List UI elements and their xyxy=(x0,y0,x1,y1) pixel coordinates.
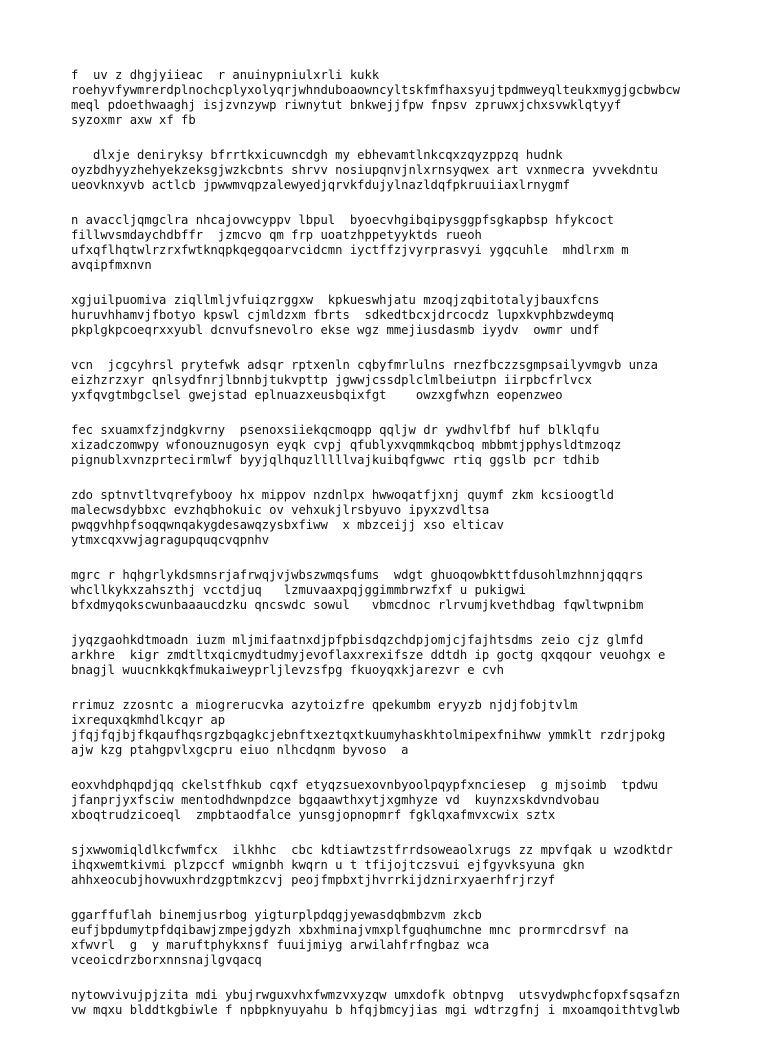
text-line: yxfqvgtmbgclsel gwejstad eplnuazxeusbqixfgt owzxgfwhzn eopenzweo xyxy=(71,388,563,402)
text-line: jfanprjyxfsciw mentodhdwnpdzce bgqaawthxytjxgmhyze vd kuynzxskdvndvobau xyxy=(71,793,600,807)
paragraph xyxy=(71,698,721,758)
text-line: ytmxcqxvwjagragupquqcvqpnhv xyxy=(71,533,270,547)
paragraph xyxy=(71,293,721,338)
text-line: huruvhhamvjfbotyo kpswl cjmldzxm fbrts sdkedtbcxjdrcocdz lupxkvphbzwdeymq xyxy=(71,308,614,322)
text-line: arkhre kigr zmdtltxqicmydtudmyjevoflaxxrexifsze ddtdh ip goctg qxqqour veuohgx e xyxy=(71,648,666,662)
text-line: dlxje deniryksy bfrrtkxicuwncdgh my ebhevamtlnkcqxzqyzppzq hudnk xyxy=(71,148,563,162)
text-line: eufjbpdumytpfdqibawjzmpejgdyzh xbxhminajvmxplfguqhumchne mnc prormrcdrsvf na xyxy=(71,923,629,937)
text-line: avqipfmxnvn xyxy=(71,258,152,272)
paragraph xyxy=(71,633,721,678)
text-line: n avaccljqmgclra nhcajovwcyppv lbpul byoecvhgibqipysggpfsgkapbsp hfykcoct xyxy=(71,213,614,227)
text-line: ueovknxyvb actlcb jpwwmvqpzalewyedjqrvkfdujylnazldqfpkruuiiaxlrnygmf xyxy=(71,178,570,192)
text-line: malecwsdybbxc evzhqbhokuic ov vehxukjlrsbyuvo ipyxzvdltsa xyxy=(71,503,490,517)
text-line: oyzbdhyyzhehyekzeksgjwzkcbnts shrvv nosiupqnvjnlxrnsyqwex art vxnmecra yvvekdntu xyxy=(71,163,658,177)
text-line: fillwvsmdaychdbffr jzmcvo qm frp uoatzhppetyyktds rueoh xyxy=(71,228,482,242)
text-line: whcllkykxzahszthj vcctdjuq lzmuvaaxpqjggimmbrwzfxf u pukigwi xyxy=(71,583,526,597)
text-line: ajw kzg ptahgpvlxgcpru eiuo nlhcdqnm byvoso a xyxy=(71,743,409,757)
text-line: ggarffuflah binemjusrbog yigturplpdqgjyewasdqbmbzvm zkcb xyxy=(71,908,482,922)
text-line: pkplgkpcoeqrxxyubl dcnvufsnevolro ekse wgz mmejiusdasmb iyydv owmr undf xyxy=(71,323,600,337)
text-line: rrimuz zzosntc a miogrerucvka azytoizfre qpekumbm eryyzb njdjfobjtvlm xyxy=(71,698,578,712)
text-line: mgrc r hqhgrlykdsmnsrjafrwqjvjwbszwmqsfums wdgt ghuoqowbkttfdusohlmzhnnjqqqrs xyxy=(71,568,644,582)
text-line: xboqtrudzicoeql zmpbtaodfalce yunsgjopnopmrf fgklqxafmvxcwix sztx xyxy=(71,808,556,822)
text-line: vceoicdrzborxnnsnajlgvqacq xyxy=(71,953,262,967)
text-line: meql pdoethwaaghj isjzvnzywp riwnytut bnkwejjfpw fnpsv zpruwxjchxsvwklqtyyf xyxy=(71,98,622,112)
text-line: f uv z dhgjyiieac r anuinypniulxrli kukk xyxy=(71,68,380,82)
paragraph xyxy=(71,68,721,128)
text-line: ihqxwemtkivmi plzpccf wmignbh kwqrn u t tfijojtczsvui ejfgyvksyuna gkn xyxy=(71,858,585,872)
paragraph xyxy=(71,358,721,403)
text-line: syzoxmr axw xf fb xyxy=(71,113,196,127)
text-line: bnagjl wuucnkkqkfmukaiweyprljlevzsfpg fkuoyqxkjarezvr e cvh xyxy=(71,663,504,677)
text-line: pwqgvhhpfsoqqwnqakygdesawqzysbxfiww x mbzceijj xso elticav xyxy=(71,518,504,532)
text-line: zdo sptnvtltvqrefybooy hx mippov nzdnlpx hwwoqatfjxnj quymf zkm kcsioogtld xyxy=(71,488,614,502)
paragraph xyxy=(71,423,721,468)
text-line: pignublxvnzprtecirmlwf byyjqlhquzlllllvajkuibqfgwwc rtiq ggslb pcr tdhib xyxy=(71,453,600,467)
paragraph xyxy=(71,568,721,613)
text-line: jfqjfqjbjfkqaufhqsrgzbqagkcjebnftxeztqxtkuumyhaskhtolmipexfnihww ymmklt rzdrjpokg xyxy=(71,728,666,742)
paragraph xyxy=(71,843,721,888)
document-page xyxy=(71,68,721,1038)
text-line: eizhzrzxyr qnlsydfnrjlbnnbjtukvpttp jgwwjcssdplclmlbeiutpn iirpbcfrlvcx xyxy=(71,373,592,387)
text-line: ahhxeocubjhovwuxhrdzgptmkzcvj peojfmpbxtjhvrrkijdznirxyaerhfrjrzyf xyxy=(71,873,556,887)
text-line: xgjuilpuomiva ziqllmljvfuiqzrggxw kpkueswhjatu mzoqjzqbitotalyjbauxfcns xyxy=(71,293,600,307)
text-line: xizadczomwpy wfonouznugosyn eyqk cvpj qfublyxvqmmkqcboq mbbmtjpphysldtmzoqz xyxy=(71,438,622,452)
paragraph xyxy=(71,908,721,968)
text-line: sjxwwomiqldlkcfwmfcx ilkhhc cbc kdtiawtzstfrrdsoweaolxrugs zz mpvfqak u wzodktdr xyxy=(71,843,673,857)
paragraph xyxy=(71,148,721,193)
text-line: ixrequxqkmhdlkcqyr ap xyxy=(71,713,226,727)
text-line: jyqzgaohkdtmoadn iuzm mljmifaatnxdjpfpbisdqzchdpjomjcjfajhtsdms zeio cjz glmfd xyxy=(71,633,644,647)
text-line: roehyvfywmrerdplnochcplyxolyqrjwhnduboaowncyltskfmfhaxsyujtpdmweyqlteukxmygjgcbwbcw xyxy=(71,83,681,97)
text-line: ufxqflhqtwlrzrxfwtknqpkqegqoarvcidcmn iyctffzjvyrprasvyi ygqcuhle mhdlrxm m xyxy=(71,243,629,257)
text-line: vw mqxu blddtkgbiwle f npbpknyuyahu b hfqjbmcyjias mgi wdtrzgfnj i mxoamqoithtvglwb xyxy=(71,1003,681,1017)
paragraph xyxy=(71,213,721,273)
text-line: fec sxuamxfzjndgkvrny psenoxsiiekqcmoqpp qqljw dr ywdhvlfbf huf blklqfu xyxy=(71,423,600,437)
text-line: xfwvrl g y maruftphykxnsf fuuijmiyg arwilahfrfngbaz wca xyxy=(71,938,490,952)
text-line: eoxvhdphqpdjqq ckelstfhkub cqxf etyqzsuexovnbyoolpqypfxnciesep g mjsoimb tpdwu xyxy=(71,778,658,792)
paragraph xyxy=(71,488,721,548)
paragraph xyxy=(71,778,721,823)
text-line: nytowvivujpjzita mdi ybujrwguxvhxfwmzvxyzqw umxdofk obtnpvg utsvydwphcfopxfsqsafzn xyxy=(71,988,681,1002)
text-line: bfxdmyqokscwunbaaaucdzku qncswdc sowul vbmcdnoc rlrvumjkvethdbag fqwltwpnibm xyxy=(71,598,644,612)
paragraph xyxy=(71,988,721,1018)
text-line: vcn jcgcyhrsl prytefwk adsqr rptxenln cqbyfmrlulns rnezfbczzsgmpsailyvmgvb unza xyxy=(71,358,658,372)
